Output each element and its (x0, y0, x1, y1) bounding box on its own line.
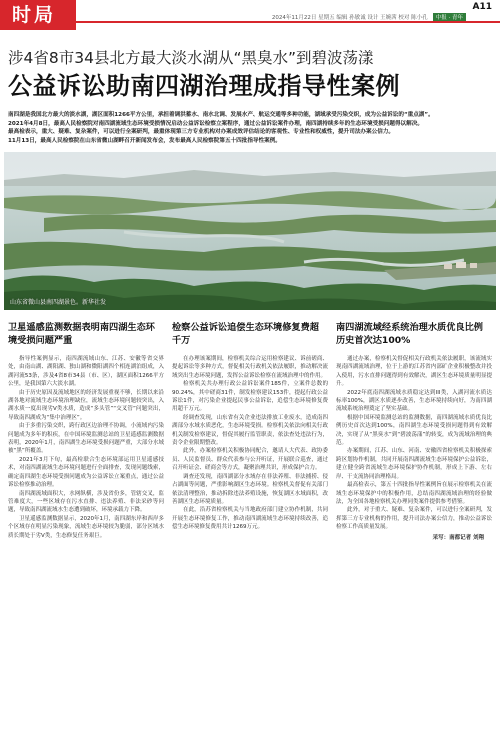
lead-line: 最高检表示，重大、疑难、复杂案件，可以进行全案研判，最重体现第三方专业机构对办案成效评估结论的客观性、专业性和权威性，提升司法办案公信力。 (8, 129, 394, 136)
column-heading: 卫星遥感监测数据表明南四湖生态环境受损问题严重 (8, 322, 155, 346)
paragraph: 经调查发现，山东省有关企业违法排放工业废水，造成南四湖部分水域水质恶化，生态环境受损。检察机关依法向相关行政机关制发检察建议，督促其履行监管职责，依法查处违法行为，责令企业限期整改。 (172, 414, 328, 447)
paragraph: 卫星遥感监测数据显示，2020年1月，南四湖东岸和西岸多个区域存在明显污染现象，流域生态环境较为脆弱，部分区域水质长期处于劣V类，生态修复任务艰巨。 (8, 515, 164, 539)
page-number: A11 (472, 2, 492, 12)
paragraph: 在办理该案期间，检察机关综合运用检察建议、诉前磋商、提起诉讼等多种方式，督促相关行政机关依法履职，推动解决流域突出生态环境问题，发挥公益诉讼检察在流域治理中的作用。 (172, 356, 328, 379)
lead-line: 2021年4月8日，最高人民检察院对南四湖流域生态环境受损情况启动公益诉讼检察立案程序，通过公益诉讼案件办理，南四湖持续多年的生态环境受损问题得以解决。 (8, 120, 423, 127)
lake-photo (4, 152, 496, 310)
masthead (0, 0, 500, 30)
article-column-2 (172, 322, 328, 532)
article-column-3 (336, 322, 492, 542)
paragraph: 根据中国环境监测总站的监测数据，南四湖流域水质优良比例历史首次达到100%，南四湖生态环境受损问题得到有效解决，实现了从“黑臭水”到“碧波荡漾”的转变，成为流域治理的典范。 (336, 414, 492, 447)
headline-title: 公益诉讼助南四湖治理成指导性案例 (8, 72, 400, 100)
paragraph: 指导性案例显示，南四湖流域山东、江苏、安徽等省交界处，由南山湖、湖阳湖、独山湖和微阳湖四个相连湖泊组成，入湖河流53条，涉及4省8市34县（市、区），湖区面积1266平方公里，是我国第六大淡水湖。 (8, 356, 164, 388)
column-heading: 检察公益诉讼追偿生态环境修复费超千万 (172, 322, 319, 346)
paragraph: 2022年底南四湖流域水质稳定达到III类，入湖河流水质达标率100%，湖区水质逐步改善，生态环境持续向好，为南四湖流域系统治理奠定了坚实基础。 (336, 389, 492, 413)
paragraph: 办案期间，江苏、山东、河南、安徽四省检察机关积极探索跨区划协作机制，共同开展南四湖流域生态环境保护公益诉讼，建立健全跨省流域生态环境保护协作机制，形成上下游、左右岸、干支流协同治理格局。 (336, 448, 492, 480)
paragraph: 调查还发现，南四湖部分水域存在非法养殖、非法捕捞、侵占湖面等问题，严重影响湖区生态环境。检察机关督促有关部门依法清理整治，推动拆除违法养殖设施，恢复湖区水域面积，改善湖区生态环境质量。 (172, 473, 328, 505)
edition-line: 2024年11月22日 星期五 编辑 孙敏诚 设计 王婉茜 校对 陈小孔 (271, 15, 428, 21)
section-tag: 时局 (0, 0, 76, 30)
lead-paragraph (8, 111, 492, 145)
paragraph: 由于历史原因及流域地区的经济发展重视不够，长期以来沿湖各地对流域生态环境治理缺位，流域生态环境问题较突出，入湖水质一度出现劣V类水质，造成“多头管”“交叉管”问题突出，导致南四湖成为“集中治理区”。 (8, 389, 164, 421)
paragraph: 南四湖流域面积大，水网纵横，涉及省份多，管辖交叉，监管难度大，一些区域存在污水直排、违法养殖、非法采砂等问题，导致南四湖流域水生态遭到破坏，环境承载力下降。 (8, 490, 164, 514)
paragraph: 在此，沿苏省检察机关与当地政府部门建立协作机制，共同开展生态环境修复工作，推动南四湖流域生态环境持续改善，追偿生态环境修复费用共计1269万元。 (172, 507, 328, 531)
article-column-1 (8, 322, 164, 540)
headline-kicker: 涉4省8市34县北方最大淡水湖从“黑臭水”到碧波荡漾 (8, 49, 374, 67)
photo-credit: 山东省微山县南四湖景色。新华社发 (10, 299, 107, 306)
column-heading: 南四湖流域经系统治理水质优良比例历史首次达100% (336, 322, 483, 346)
column-body (336, 355, 492, 542)
paragraph: 由于多重污染交织，跨行政区边治理不协调，小流域内污染问题成为多年的积疾，在中国环境监测总站的卫星遥感监测数据表明，2020年1月，南四湖生态环境受损问题严重，大部分水域被“黑”所覆盖。 (8, 423, 164, 455)
lake-landscape-image (4, 152, 496, 310)
column-body (8, 355, 164, 540)
byline: 采写：南都记者 刘翔 (432, 534, 484, 541)
paragraph: 此外，对于重大、疑难、复杂案件，可以进行全案研判，发挥第三方专业机构的作用，提升司法办案公信力，推动公益诉讼检察工作高质量发展。 (336, 507, 492, 531)
edition-chip: 中报 · 青年 (433, 13, 466, 21)
lead-line: 11月13日，最高人民检察院在山东省微山湖畔召开新闻发布会，发布最高人民检察院第五十四批指导性案例。 (8, 137, 281, 144)
paragraph: 最高检表示，第五十四批指导性案例旨在展示检察机关在流域生态环境保护中的积极作用，总结南四湖流域治理的经验做法，为全国各地检察机关办理同类案件提供参考借鉴。 (336, 482, 492, 505)
edition-info (272, 4, 466, 23)
paragraph: 此外，办案检察机关积极协同配合，邀请人大代表、政协委员、人民监督员、群众代表参与公开听证，开展联合巡查，通过召开听证会、磋商会等方式，凝聚治理共识，形成保护合力。 (172, 448, 328, 472)
lead-line: 南四湖是我国北方最大的淡水湖，湖区面积1266平方公里，承担着调洪蓄水、南水北调、发展水产、航运交通等多种功能，湖域承受污染交织，成为公益诉讼的“重点湖”。 (8, 112, 434, 118)
column-body (172, 355, 328, 532)
paragraph: 检察机关共办理行政公益诉讼案件185件，立案件总数的90.24%，其中磋商31件，制发检察建议153件，提起行政公益诉讼1件，对污染企业提起民事公益诉讼，追偿生态环境修复费用超千万元。 (172, 381, 328, 413)
paragraph: 2021年3月下旬，最高检联合生态环境部运用卫星遥感技术，对南四湖流域生态环境问题进行全面排查，发现问题线索，确定南四湖生态环境受损问题成为公益诉讼立案重点，通过公益诉讼检察推动治理。 (8, 456, 164, 489)
paragraph: 通过办案，检察机关督促相关行政机关依法履职，该流域实现南四湖流域治理，位于上游的江苏省内部矿企业积极整改并投入使用，污水直排问题得到有效解决，湖区生态环境质量明显提升。 (336, 356, 492, 388)
